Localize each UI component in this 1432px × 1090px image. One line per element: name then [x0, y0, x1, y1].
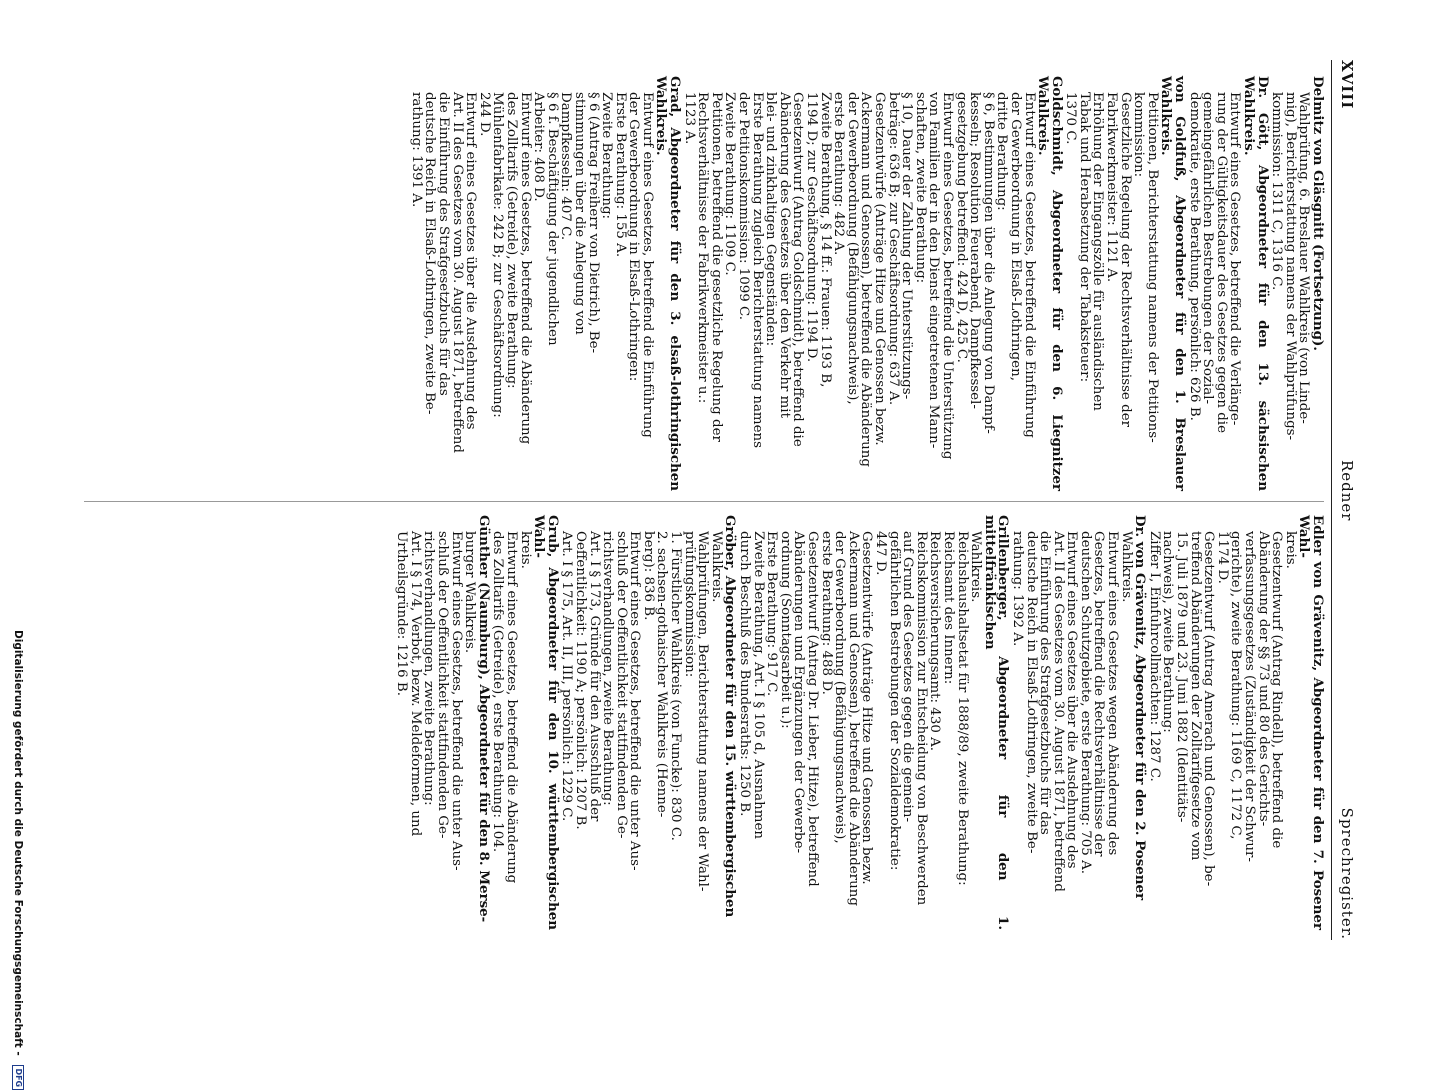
register-entry — [737, 515, 1012, 930]
entry-line: 1123 A. — [681, 92, 697, 145]
entry-line: deutschen Schutzgebiete, erste Berathung: 705 A. — [1077, 531, 1093, 874]
entry-line: 1174 D. — [1214, 531, 1230, 584]
entry-line: Abänderung des Gesetzes über den Verkehr mit — [776, 92, 792, 418]
entry-line: Gesetzentwurf (Antrag Dr. Lieber, Hitze), betreffend — [805, 531, 821, 887]
entry-line: Zweite Berathung, Art. I § 105 d, Ausnahmen — [750, 531, 766, 840]
entry-line: stimmungen über die Anlegung von — [571, 92, 587, 335]
entry-line: dritte Berathung: — [994, 92, 1010, 211]
entry-line: von Familien der in den Dienst eingetretenen Mann- — [926, 92, 942, 449]
register-entry — [491, 515, 559, 930]
entry-line: Dampfkesseln: 407 C. — [558, 92, 574, 241]
entry-lemma: Delmitz von Gläsgnitt (Fortsetzung). — [1310, 76, 1326, 351]
entry-line: rung der Gültigkeitsdauer des Gesetzes gegen die — [1213, 92, 1229, 433]
register-entry — [1063, 76, 1189, 491]
entry-line: durch Beschluß des Bundesraths: 1250 B. — [737, 531, 753, 817]
entry-line: Wahlkreis. — [1118, 531, 1134, 603]
entry-line: § 6 (Antrag Freiherr von Dietrich), Be- — [585, 92, 601, 354]
entry-line: 15. Juli 1879 und 23. Juni 1882 (Identitäts- — [1174, 531, 1190, 823]
entry-line: berg): 836 B. — [640, 531, 656, 621]
entry-line: ordnung (Sonntagsarbeit u.): — [777, 531, 793, 729]
entry-line: Entwurf eines Gesetzes, betreffend die Unterstützung — [939, 92, 955, 460]
entry-line: Ackermann und Genossen), betreffend die Abänderung — [858, 92, 874, 467]
entry-line: der Gewerbeordnung (Befähigungsnachweis), — [832, 531, 848, 844]
credit-text: Digitalisierung gefördert durch die Deutsche Forschungsgemeinschaft - — [12, 630, 24, 1056]
entry-line: Petitionen, Berichterstattung namens der Petitions- — [1144, 92, 1160, 443]
entry-line: kreis. — [1282, 531, 1298, 569]
right-column — [114, 515, 1324, 930]
entry-line: Reichsversicherungsamt: 430 A. — [927, 531, 943, 752]
entry-line: prüfungskommission: — [681, 531, 697, 678]
entry-line: kesseln; Resolution Feuerabend, Dampfkessel- — [967, 92, 983, 409]
entry-line: Erste Berathung: 155 A. — [612, 92, 628, 258]
entry-line: schluß der Oeffentlichkeit stattfindenden Ge- — [435, 531, 450, 839]
entry-line: verfassungsgesetzes (Zuständigkeit der Schwur- — [1242, 531, 1258, 862]
page-number: XVIII — [1338, 60, 1356, 110]
left-column — [114, 76, 1324, 491]
register-entry — [560, 515, 737, 930]
entry-line: die Einführung des Strafgesetzbuchs für das — [436, 92, 451, 396]
entry-lemma: Grillenberger, Abgeordneter für den 1. mittelfränkischen — [981, 515, 1012, 930]
entry-line: Gesetzentwurf (Antrag Goldschmidt), betreffend die — [790, 92, 806, 447]
entry-lemma: Grub, Abgeordneter für den 10. württembergischen Wahl- — [531, 515, 561, 930]
entry-line: rathung: 1391 A. — [408, 92, 424, 208]
entry-line: Zweite Berathung: — [599, 92, 615, 220]
entry-line: Gesetzentwurf (Antrag Rindell), betreffend die — [1269, 531, 1285, 849]
entry-line: Arbeiter: 408 D. — [531, 92, 547, 202]
entry-line: Gesetzliche Regelung der Rechtsverhältnisse der — [1117, 92, 1133, 428]
entry-line: Erhöhung der Eingangszölle für ausländischen — [1090, 92, 1106, 411]
entry-line: Ziffer I, Einfuhrcollmächten: 1287 C. — [1146, 531, 1162, 782]
entry-line: Art. II des Gesetzes vom 30. August 1871, betreffend — [1050, 531, 1066, 892]
digitization-credit — [6, 630, 24, 1088]
entry-line: auf Grund des Gesetzes gegen die gemein- — [900, 531, 916, 822]
entry-line: Entwurf eines Gesetzes, betreffend die unter Aus- — [448, 531, 464, 871]
entry-line: 244 D. — [476, 92, 492, 137]
entry-line: Fabrikwerkmeister: 1121 A. — [1104, 92, 1120, 283]
entry-line: des Zolltarifs (Getreide), erste Berathung: 104. — [490, 531, 506, 853]
entry-line: Zweite Berathung, § 14 ff.: Frauen: 1193 B, — [817, 92, 833, 388]
entry-line: Gesetzentwürfe (Anträge Hitze und Genossen bezw. — [859, 531, 875, 885]
entry-line: § 10, Dauer der Zahlung der Unterstützungs- — [899, 92, 915, 400]
entry-line: Erste Berathung zugleich Berichterstattung namens — [749, 92, 765, 449]
entry-line: Gesetzentwürfe (Anträge Hitze und Genossen bezw. — [872, 92, 887, 446]
entry-line: 1370 C. — [1063, 92, 1079, 145]
register-entry — [408, 76, 684, 491]
running-head — [1334, 60, 1356, 940]
entry-line: nachweis), zweite Berathung: — [1160, 531, 1176, 733]
entry-line: Abänderungen und Ergänzungen der Gewerbe- — [791, 531, 807, 854]
entry-line: mig), Berichterstattung namens der Wahlprüfungs- — [1282, 92, 1298, 441]
entry-line: Reichsamt des Innern: — [940, 531, 956, 685]
entry-line: Oeffentlichkeit: 1190 A; persönlich: 1207 B. — [572, 531, 588, 830]
entry-line: erste Berathung: 488 D. — [818, 531, 834, 695]
entry-line: burger Wahlkreis. — [462, 531, 478, 654]
entry-line: Tabak und Herabsetzung der Tabaksteuer: — [1076, 92, 1092, 383]
entry-lemma: Dr. von Grävenitz, Abgeordneter für den 2. Posener — [1132, 515, 1149, 901]
entry-line: Ackermann und Genossen), betreffend die Abänderung — [845, 531, 861, 906]
header-rule — [1331, 60, 1332, 940]
entry-lemma: von Goldfuß, Abgeordneter für den 1. Breslauer Wahlkreis. — [1158, 76, 1189, 491]
entry-line: gerichte), zweite Berathung: 1169 C, 1172 C, — [1228, 531, 1244, 840]
entry-line: Gesetzentwurf (Antrag Amerach und Genossen), be- — [1201, 531, 1217, 887]
entry-line: kommission: — [1131, 92, 1147, 178]
entry-line: blei- und zinkhaltigen Gegenständen: — [763, 92, 779, 347]
register-entry — [395, 515, 490, 930]
entry-line: deutsche Reich in Elsaß-Lothringen, zweite Be- — [422, 92, 438, 415]
entry-line: Entwurf eines Gesetzes über die Ausdehnung des — [463, 92, 479, 430]
entry-line: erste Berathung: 482 A. — [831, 92, 847, 256]
entry-line: gesetzgebung betreffend: 424 D, 425 C. — [953, 92, 969, 363]
entry-line: gemeingefährlichen Bestrebungen der Sozial- — [1200, 92, 1216, 405]
running-head-title: Sprechregister. — [1338, 807, 1356, 940]
entry-line: Entwurf eines Gesetzes, betreffend die unter Aus- — [627, 531, 643, 871]
entry-line: Urtheilsgründe: 1216 B. — [394, 531, 410, 696]
entry-lemma: Günther (Naumburg), Abgeordneter für den 8. Merse- — [475, 515, 492, 923]
entry-line: Entwurf eines Gesetzes, betreffend die Abänderung — [503, 531, 519, 884]
entry-line: schluß der Oeffentlichkeit stattfindenden Ge- — [613, 531, 629, 839]
dfg-logo: DFG — [12, 1065, 24, 1090]
entry-line: gefährlichen Bestrebungen der Sozialdemokratie: — [886, 531, 902, 871]
entry-line: Entwurf eines Gesetzes, betreffend die Einführung — [639, 92, 655, 438]
entry-line: 2. sachsen-gothaischer Wahlkreis (Henne- — [654, 531, 670, 818]
entry-line: Wahlkreis. — [708, 531, 724, 603]
entry-line: Reichskommission zur Entscheidung von Beschwerden — [913, 531, 929, 906]
entry-lemma: Dr. Gött, Abgeordneter für den 13. sächsischen Wahlkreis. — [1241, 76, 1271, 491]
entry-line: Erste Berathung: 917 C. — [764, 531, 780, 697]
entry-line: der Gewerbeordnung (Befähigungsnachweis), — [844, 92, 860, 405]
entry-line: Zweite Berathung: 1109 C. — [722, 92, 738, 276]
entry-lemma: Edler von Grävenitz, Abgeordneter für den 7. Posener Wahl- — [1296, 515, 1326, 930]
entry-line: 447 D. — [873, 531, 888, 576]
entry-line: Wahlprüfungen, Berichterstattung namens der Wahl- — [695, 531, 711, 892]
entry-line: richtsverhandlungen, zweite Berathung: — [421, 531, 437, 806]
entry-lemma: Grad, Abgeordneter für den 3. elsaß-lothringischen Wahlkreis. — [653, 76, 684, 491]
entry-line: Entwurf eines Gesetzes, betreffend die Einführung — [1021, 92, 1037, 438]
entry-line: die Einführung des Strafgesetzbuchs für das — [1037, 531, 1053, 835]
entry-line: Gesetzes, betreffend die Rechtsverhältnisse der — [1091, 531, 1107, 857]
entry-line: des Zolltarifs (Getreide), zweite Berathung: — [503, 92, 519, 389]
entry-line: treffend Abänderungen der Zolltarifgesetze vom — [1187, 531, 1203, 861]
entry-line: Petitionen, betreffend die gesetzliche Regelung der — [708, 92, 724, 442]
entry-line: Rechtsverhältnisse der Fabrikwerkmeister u.: — [695, 92, 711, 404]
column-divider — [84, 501, 1324, 502]
entry-line: Art. I § 174, Verbot, bezw. Meldeformen, und — [407, 531, 423, 837]
entry-line: § 6, Bestimmungen über die Anlegung von Dampf- — [980, 92, 996, 434]
entry-line: kommission: 1311 C, 1316 C. — [1269, 92, 1285, 291]
entry-line: Reichshaushaltsetat für 1888/89, zweite Berathung: — [954, 531, 970, 886]
entry-line: Entwurf eines Gesetzes über die Ausdehnung des — [1064, 531, 1080, 869]
entry-line: richtsverhandlungen, zweite Berathung: — [600, 531, 616, 806]
entry-line: § 6 f. Beschäftigung der jugendlichen — [544, 92, 560, 346]
entry-line: 1194 D; zur Geschäftsordnung: 1194 D. — [804, 92, 820, 363]
entry-line: Entwurf eines Gesetzes wegen Abänderung des — [1105, 531, 1121, 856]
register-entry — [682, 76, 1063, 491]
entry-line: Art. II des Gesetzes vom 30. August 1871, betreffend — [449, 92, 465, 453]
entry-line: Entwurf eines Gesetzes, betreffend die Abänderung — [517, 92, 533, 445]
register-entry — [1009, 515, 1149, 930]
entry-line: Art. I § 175, Art. II, III, persönlich: 1229 C. — [559, 531, 575, 822]
entry-lemma: Gröber, Abgeordneter für den 15. württembergischen — [722, 515, 739, 918]
entry-line: schaften, zweite Berathung: — [912, 92, 928, 284]
entry-line: kreis. — [517, 531, 533, 569]
register-entry — [1147, 515, 1324, 930]
entry-line: rathung: 1392 A. — [1009, 531, 1025, 647]
entry-line: der Gewerbeordnung in Elsaß-Lothringen, — [1007, 92, 1023, 381]
entry-line: der Gewerbeordnung in Elsaß-Lothringen: — [626, 92, 642, 382]
entry-line: beträge: 636 B; zur Geschäftsordnung: 637 A. — [885, 92, 901, 406]
running-head-center: Redner — [1338, 460, 1356, 522]
entry-line: 1. Fürstlicher Wahlkreis (von Funcke): 830 C. — [668, 531, 684, 841]
entry-line: Wahlprüfung, 6. Breslauer Wahlkreis (von Linde- — [1296, 92, 1312, 424]
entry-line: der Petitionskommission: 1099 C. — [736, 92, 752, 321]
entry-lemma: Goldschmidt, Abgeordneter für den 6. Liegnitzer Wahlkreis. — [1035, 76, 1065, 491]
entry-line: Entwurf eines Gesetzes, betreffend die Verlänge- — [1227, 92, 1243, 426]
entry-line: Mühlenfabrikate: 242 B; zur Geschäftsordnung: — [490, 92, 506, 418]
register-entry — [1270, 76, 1324, 491]
entry-line: demokratie, erste Berathung, persönlich: 626 B. — [1186, 92, 1202, 421]
register-entry — [1187, 76, 1269, 491]
entry-line: Abänderung der §§ 73 und 80 des Gerichts- — [1255, 531, 1271, 827]
entry-line: deutsche Reich in Elsaß-Lothringen, zweite Be- — [1023, 531, 1039, 854]
entry-line: Wahlkreis. — [968, 531, 984, 603]
entry-line: Art. I § 173, Gründe für den Ausschluß der — [586, 531, 602, 822]
